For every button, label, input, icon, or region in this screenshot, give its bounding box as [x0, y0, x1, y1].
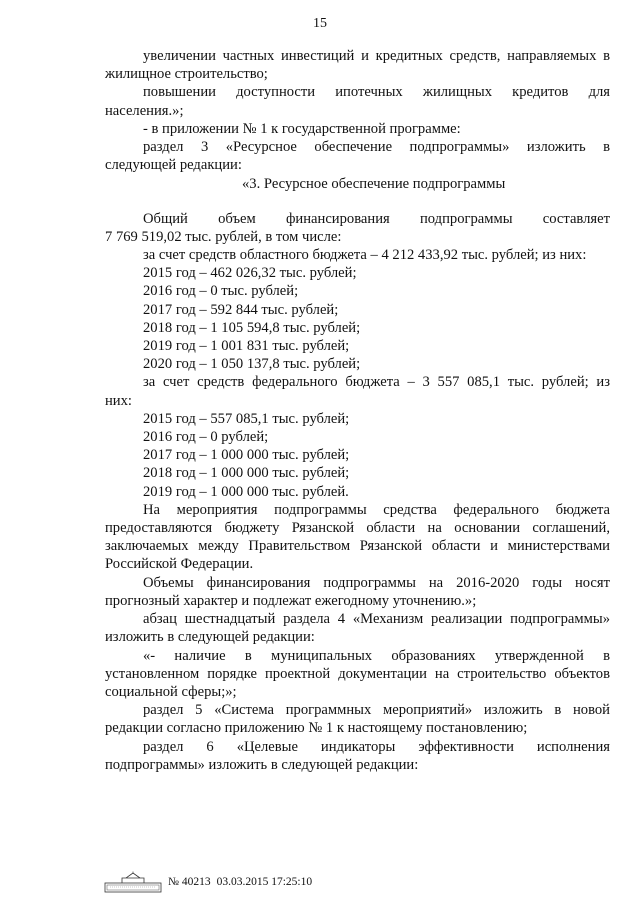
page-number: 15 — [313, 16, 327, 31]
paragraph-p5a: Общий объем финансирования подпрограммы составляет — [143, 210, 610, 227]
paragraph-p11: «- наличие в муниципальных образованиях утвержденной в установленном порядке проектной документации на строительство объектов социальной сферы;»; — [105, 647, 610, 700]
paragraph-p4a: раздел 3 «Ресурсное обеспечение подпрограммы» изложить в — [143, 139, 610, 156]
paragraph-p5b: 7 769 519,02 тыс. рублей, в том числе: — [105, 228, 342, 245]
paragraph-p6: за счет средств областного бюджета – 4 212 433,92 тыс. рублей; из них: — [143, 247, 587, 264]
document-number: № 40213 — [168, 876, 211, 888]
document-body — [105, 47, 610, 774]
paragraph-p7a: за счет средств федерального бюджета – 3 557 085,1 тыс. рублей; из — [143, 374, 610, 391]
paragraph-f3: 2017 год – 1 000 000 тыс. рублей; — [143, 447, 350, 464]
paragraph-p8: На мероприятия подпрограммы средства федерального бюджета предоставляются бюджету Рязанской области на основании соглашений, заключаемых между Правительством Рязанской области и министерствами Российской Федерации. — [105, 501, 610, 573]
paragraph-f2: 2016 год – 0 рублей; — [143, 429, 269, 446]
paragraph-p7b: них: — [105, 392, 132, 409]
paragraph-p1a: увеличении частных инвестиций и кредитных средств, направляемых в — [143, 48, 610, 64]
paragraph-y4: 2018 год – 1 105 594,8 тыс. рублей; — [143, 319, 361, 336]
paragraph-y3: 2017 год – 592 844 тыс. рублей; — [143, 301, 339, 318]
document-footer — [104, 871, 312, 893]
paragraph-y1: 2015 год – 462 026,32 тыс. рублей; — [143, 265, 357, 282]
paragraph-p9: Объемы финансирования подпрограммы на 2016-2020 годы носят прогнозный характер и подлежат ежегодному уточнению.»; — [105, 574, 610, 609]
paragraph-p12: раздел 5 «Система программных мероприятий» изложить в новой редакции согласно приложению № 1 к настоящему постановлению; — [105, 702, 610, 737]
paragraph-p2b: населения.»; — [105, 102, 184, 119]
paragraph-p2a: повышении доступности ипотечных жилищных кредитов для — [143, 84, 610, 101]
section-title: «3. Ресурсное обеспечение подпрограммы — [242, 176, 506, 193]
paragraph-y2: 2016 год – 0 тыс. рублей; — [143, 283, 299, 300]
paragraph-p3: - в приложении № 1 к государственной программе: — [143, 120, 461, 137]
paragraph-p10: абзац шестнадцатый раздела 4 «Механизм реализации подпрограммы» изложить в следующей редакции: — [105, 611, 610, 646]
document-timestamp: 03.03.2015 17:25:10 — [216, 876, 313, 888]
registry-stamp-icon — [104, 871, 162, 893]
paragraph-y6: 2020 год – 1 050 137,8 тыс. рублей; — [143, 356, 361, 373]
paragraph-f4: 2018 год – 1 000 000 тыс. рублей; — [143, 465, 350, 482]
paragraph-p1b: жилищное строительство; — [105, 66, 268, 83]
paragraph-f1: 2015 год – 557 085,1 тыс. рублей; — [143, 410, 350, 427]
paragraph-p4b: следующей редакции: — [105, 157, 242, 174]
paragraph-p13: раздел 6 «Целевые индикаторы эффективности исполнения подпрограммы» изложить в следующей редакции: — [105, 738, 610, 773]
paragraph-y5: 2019 год – 1 001 831 тыс. рублей; — [143, 338, 350, 355]
paragraph-f5: 2019 год – 1 000 000 тыс. рублей. — [143, 483, 349, 500]
